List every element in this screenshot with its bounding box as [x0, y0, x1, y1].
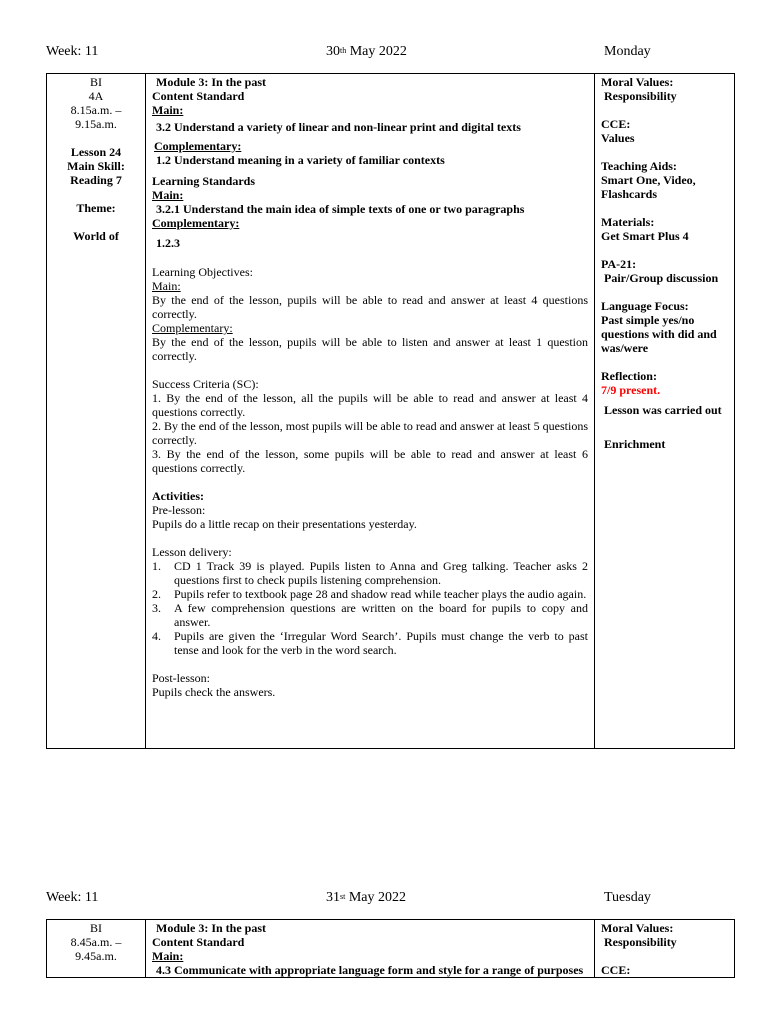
cs-main-text: 4.3 Communicate with appropriate language form and style for a range of purposes	[156, 963, 584, 977]
content-standard-heading: Content Standard	[152, 935, 245, 949]
delivery-steps	[152, 559, 588, 657]
content-standard-heading: Content Standard	[152, 89, 245, 103]
lesson-content-cell	[146, 920, 595, 978]
lesson-number: Lesson 24	[70, 145, 122, 159]
post-lesson-text: Pupils check the answers.	[152, 685, 276, 699]
teaching-aids-label: Teaching Aids:	[601, 159, 677, 173]
lesson-date: 31st May 2022	[326, 890, 407, 905]
pa21-label: PA-21:	[601, 257, 637, 271]
ls-main-text: 3.2.1 Understand the main idea of simple texts of one or two paragraphs	[156, 202, 525, 216]
moral-values: Responsibility	[604, 89, 677, 103]
cs-main-label: Main:	[152, 103, 184, 117]
subject: BI	[90, 75, 102, 89]
reflection-label: Reflection:	[601, 369, 657, 383]
success-criterion: 3. By the end of the lesson, some pupils will be able to read and answer at least 6 questions correctly.	[152, 447, 588, 475]
cce-label: CCE:	[601, 963, 631, 977]
time-start: 8.45a.m. –	[70, 935, 122, 949]
materials-value: Get Smart Plus 4	[601, 229, 689, 243]
main-skill-label: Main Skill:	[67, 159, 125, 173]
language-focus-line1: Past simple yes/no	[601, 313, 695, 327]
cs-main-label: Main:	[152, 949, 184, 963]
teaching-aids-line2: Flashcards	[601, 187, 658, 201]
ls-comp-label: Complementary:	[152, 216, 240, 230]
language-focus-label: Language Focus:	[601, 299, 689, 313]
week-label: Week: 11	[46, 890, 99, 905]
cs-comp-text: 1.2 Understand meaning in a variety of familiar contexts	[156, 153, 445, 167]
cs-comp-label: Complementary:	[154, 139, 242, 153]
lesson-info-cell	[47, 920, 146, 978]
success-criteria-heading: Success Criteria (SC):	[152, 377, 259, 391]
lesson-notes-cell	[595, 920, 735, 978]
pre-lesson-label: Pre-lesson:	[152, 503, 206, 517]
main-skill: Reading 7	[70, 173, 122, 187]
teaching-aids-line1: Smart One, Video,	[601, 173, 696, 187]
post-lesson-label: Post-lesson:	[152, 671, 211, 685]
lesson-plan-table	[46, 919, 735, 978]
pa21-value: Pair/Group discussion	[604, 271, 719, 285]
list-item: 4. Pupils are given the ‘Irregular Word Search’. Pupils must change the verb to past tense and look for the verb in the word search.	[152, 629, 588, 657]
pre-lesson-text: Pupils do a little recap on their presentations yesterday.	[152, 517, 417, 531]
materials-label: Materials:	[601, 215, 655, 229]
objectives-main-text: By the end of the lesson, pupils will be able to read and answer at least 4 questions correctly.	[152, 293, 588, 321]
ls-comp-text: 1.2.3	[156, 236, 180, 250]
objectives-comp-text: By the end of the lesson, pupils will be able to listen and answer at least 1 question correctly.	[152, 335, 588, 363]
theme-label: Theme:	[76, 201, 116, 215]
moral-values-label: Moral Values:	[601, 75, 674, 89]
objectives-heading: Learning Objectives:	[152, 265, 253, 279]
weekday-label: Monday	[604, 44, 651, 59]
class-name: 4A	[88, 89, 104, 103]
language-focus-line2: questions with did and	[601, 327, 717, 341]
activities-heading: Activities:	[152, 489, 204, 503]
list-item: 3. A few comprehension questions are written on the board for pupils to copy and answer.	[152, 601, 588, 629]
lesson-date: 30th May 2022	[326, 44, 407, 59]
attendance-note: 7/9 present.	[601, 383, 661, 397]
subject: BI	[90, 921, 102, 935]
success-criterion: 2. By the end of the lesson, most pupils will be able to read and answer at least 5 questions correctly.	[152, 419, 588, 447]
lesson-delivery-label: Lesson delivery:	[152, 545, 232, 559]
list-item: 2. Pupils refer to textbook page 28 and shadow read while teacher plays the audio again.	[152, 587, 587, 601]
cce-value: Values	[601, 131, 635, 145]
week-label: Week: 11	[46, 44, 99, 59]
lesson-info-cell	[47, 74, 146, 749]
lesson-plan-table	[46, 73, 735, 749]
reflection-note: Lesson was carried out	[604, 403, 722, 417]
time-end: 9.45a.m.	[75, 949, 117, 963]
learning-standards-heading: Learning Standards	[152, 174, 256, 188]
objectives-main-label: Main:	[152, 279, 181, 293]
theme: World of	[73, 229, 119, 243]
lesson-notes-cell	[595, 74, 735, 749]
objectives-comp-label: Complementary:	[152, 321, 233, 335]
cce-label: CCE:	[601, 117, 631, 131]
success-criterion: 1. By the end of the lesson, all the pupils will be able to read and answer at least 4 questions correctly.	[152, 391, 588, 419]
moral-values-label: Moral Values:	[601, 921, 674, 935]
module-title: Module 3: In the past	[156, 921, 267, 935]
enrichment-note: Enrichment	[604, 437, 666, 451]
time-start: 8.15a.m. –	[70, 103, 122, 117]
weekday-label: Tuesday	[604, 890, 651, 905]
module-title: Module 3: In the past	[156, 75, 267, 89]
list-item: 1. CD 1 Track 39 is played. Pupils listen to Anna and Greg talking. Teacher asks 2 questions first to check pupils listening comprehension.	[152, 559, 588, 587]
cs-main-text: 3.2 Understand a variety of linear and non-linear print and digital texts	[156, 120, 521, 134]
language-focus-line3: was/were	[601, 341, 649, 355]
moral-values: Responsibility	[604, 935, 677, 949]
time-end: 9.15a.m.	[75, 117, 117, 131]
lesson-content-cell	[146, 74, 595, 749]
ls-main-label: Main:	[152, 188, 184, 202]
